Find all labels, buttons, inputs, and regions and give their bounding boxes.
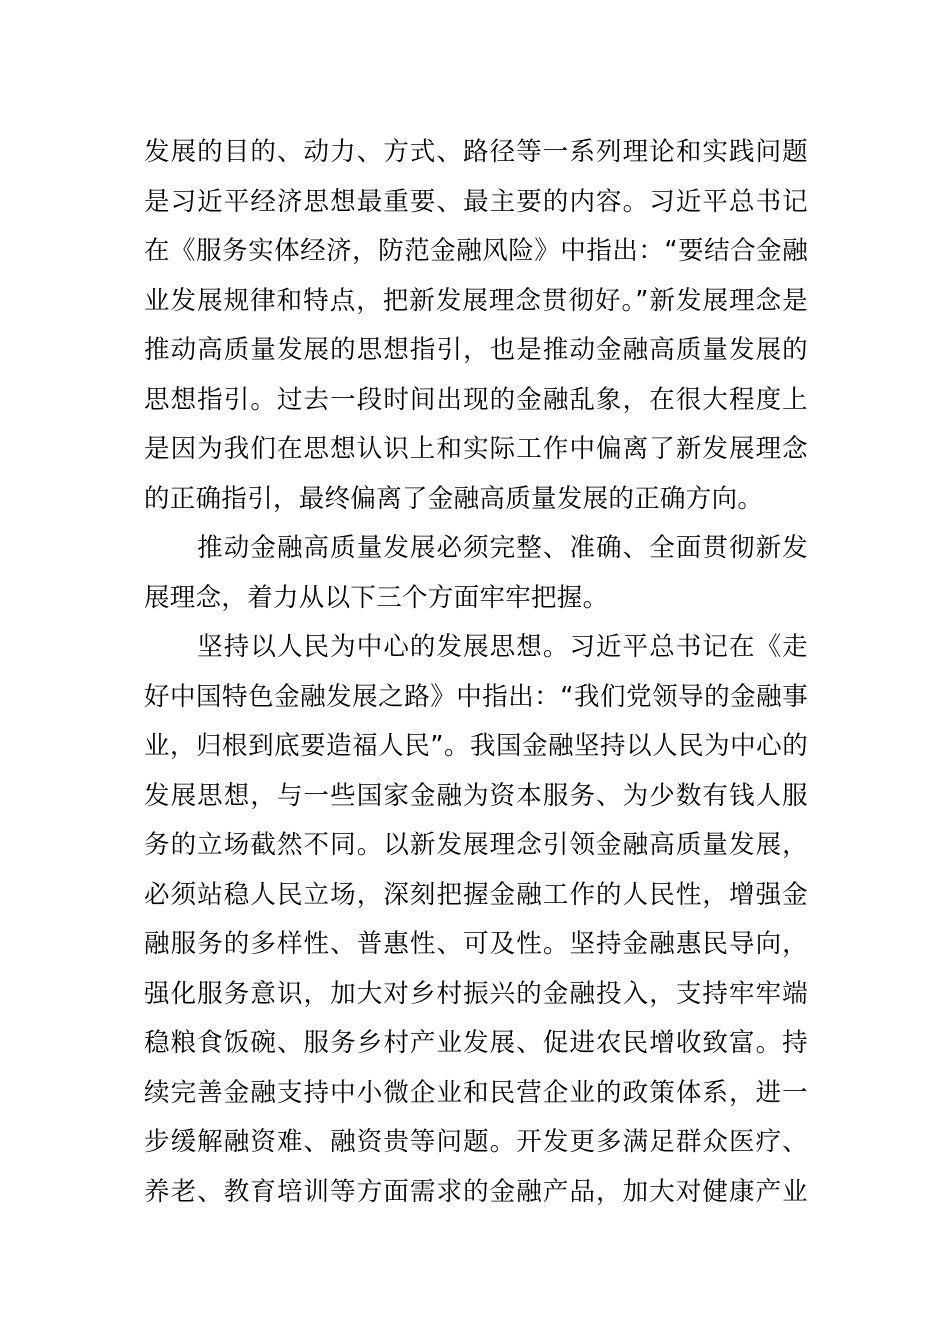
text-line: 稳粮食饭碗、服务乡村产业发展、促进农民增收致富。持: [144, 1028, 808, 1058]
text-line: 坚持以人民为中心的发展思想。习近平总书记在《走: [144, 632, 808, 662]
text-line: 必须站稳人民立场，深刻把握金融工作的人民性，增强金: [144, 879, 808, 910]
text-line: 务的立场截然不同。以新发展理念引领金融高质量发展，: [144, 830, 808, 860]
text-line: 强化服务意识，加大对乡村振兴的金融投入，支持牢牢端: [144, 978, 808, 1009]
text-line: 步缓解融资难、融资贵等问题。开发更多满足群众医疗、: [144, 1127, 808, 1157]
text-line: 发展的目的、动力、方式、路径等一系列理论和实践问题: [144, 137, 808, 167]
text-line: 思想指引。过去一段时间出现的金融乱象，在很大程度上: [144, 384, 808, 415]
body-text: [144, 128, 808, 1217]
text-line: 融服务的多样性、普惠性、可及性。坚持金融惠民导向，: [144, 929, 808, 959]
text-line: 业，归根到底要造福人民”。我国金融坚持以人民为中心的: [144, 731, 808, 761]
text-line: 在《服务实体经济，防范金融风险》中指出：“要结合金融: [144, 236, 808, 266]
text-line: 发展思想，与一些国家金融为资本服务、为少数有钱人服: [144, 780, 808, 811]
text-line: 推动金融高质量发展必须完整、准确、全面贯彻新发: [144, 533, 808, 563]
text-line: 展理念，着力从以下三个方面牢牢把握。: [144, 582, 609, 613]
text-line: 是因为我们在思想认识上和实际工作中偏离了新发展理念: [144, 434, 808, 464]
text-line: 是习近平经济思想最重要、最主要的内容。习近平总书记: [144, 186, 808, 217]
text-line: 好中国特色金融发展之路》中指出：“我们党领导的金融事: [144, 681, 808, 712]
text-line: 的正确指引，最终偏离了金融高质量发展的正确方向。: [144, 483, 764, 514]
text-line: 续完善金融支持中小微企业和民营企业的政策体系，进一: [144, 1077, 808, 1108]
text-line: 推动高质量发展的思想指引，也是推动金融高质量发展的: [144, 335, 808, 365]
text-line: 养老、教育培训等方面需求的金融产品，加大对健康产业: [144, 1176, 808, 1207]
text-line: 业发展规律和特点，把新发展理念贯彻好。”新发展理念是: [144, 285, 808, 316]
